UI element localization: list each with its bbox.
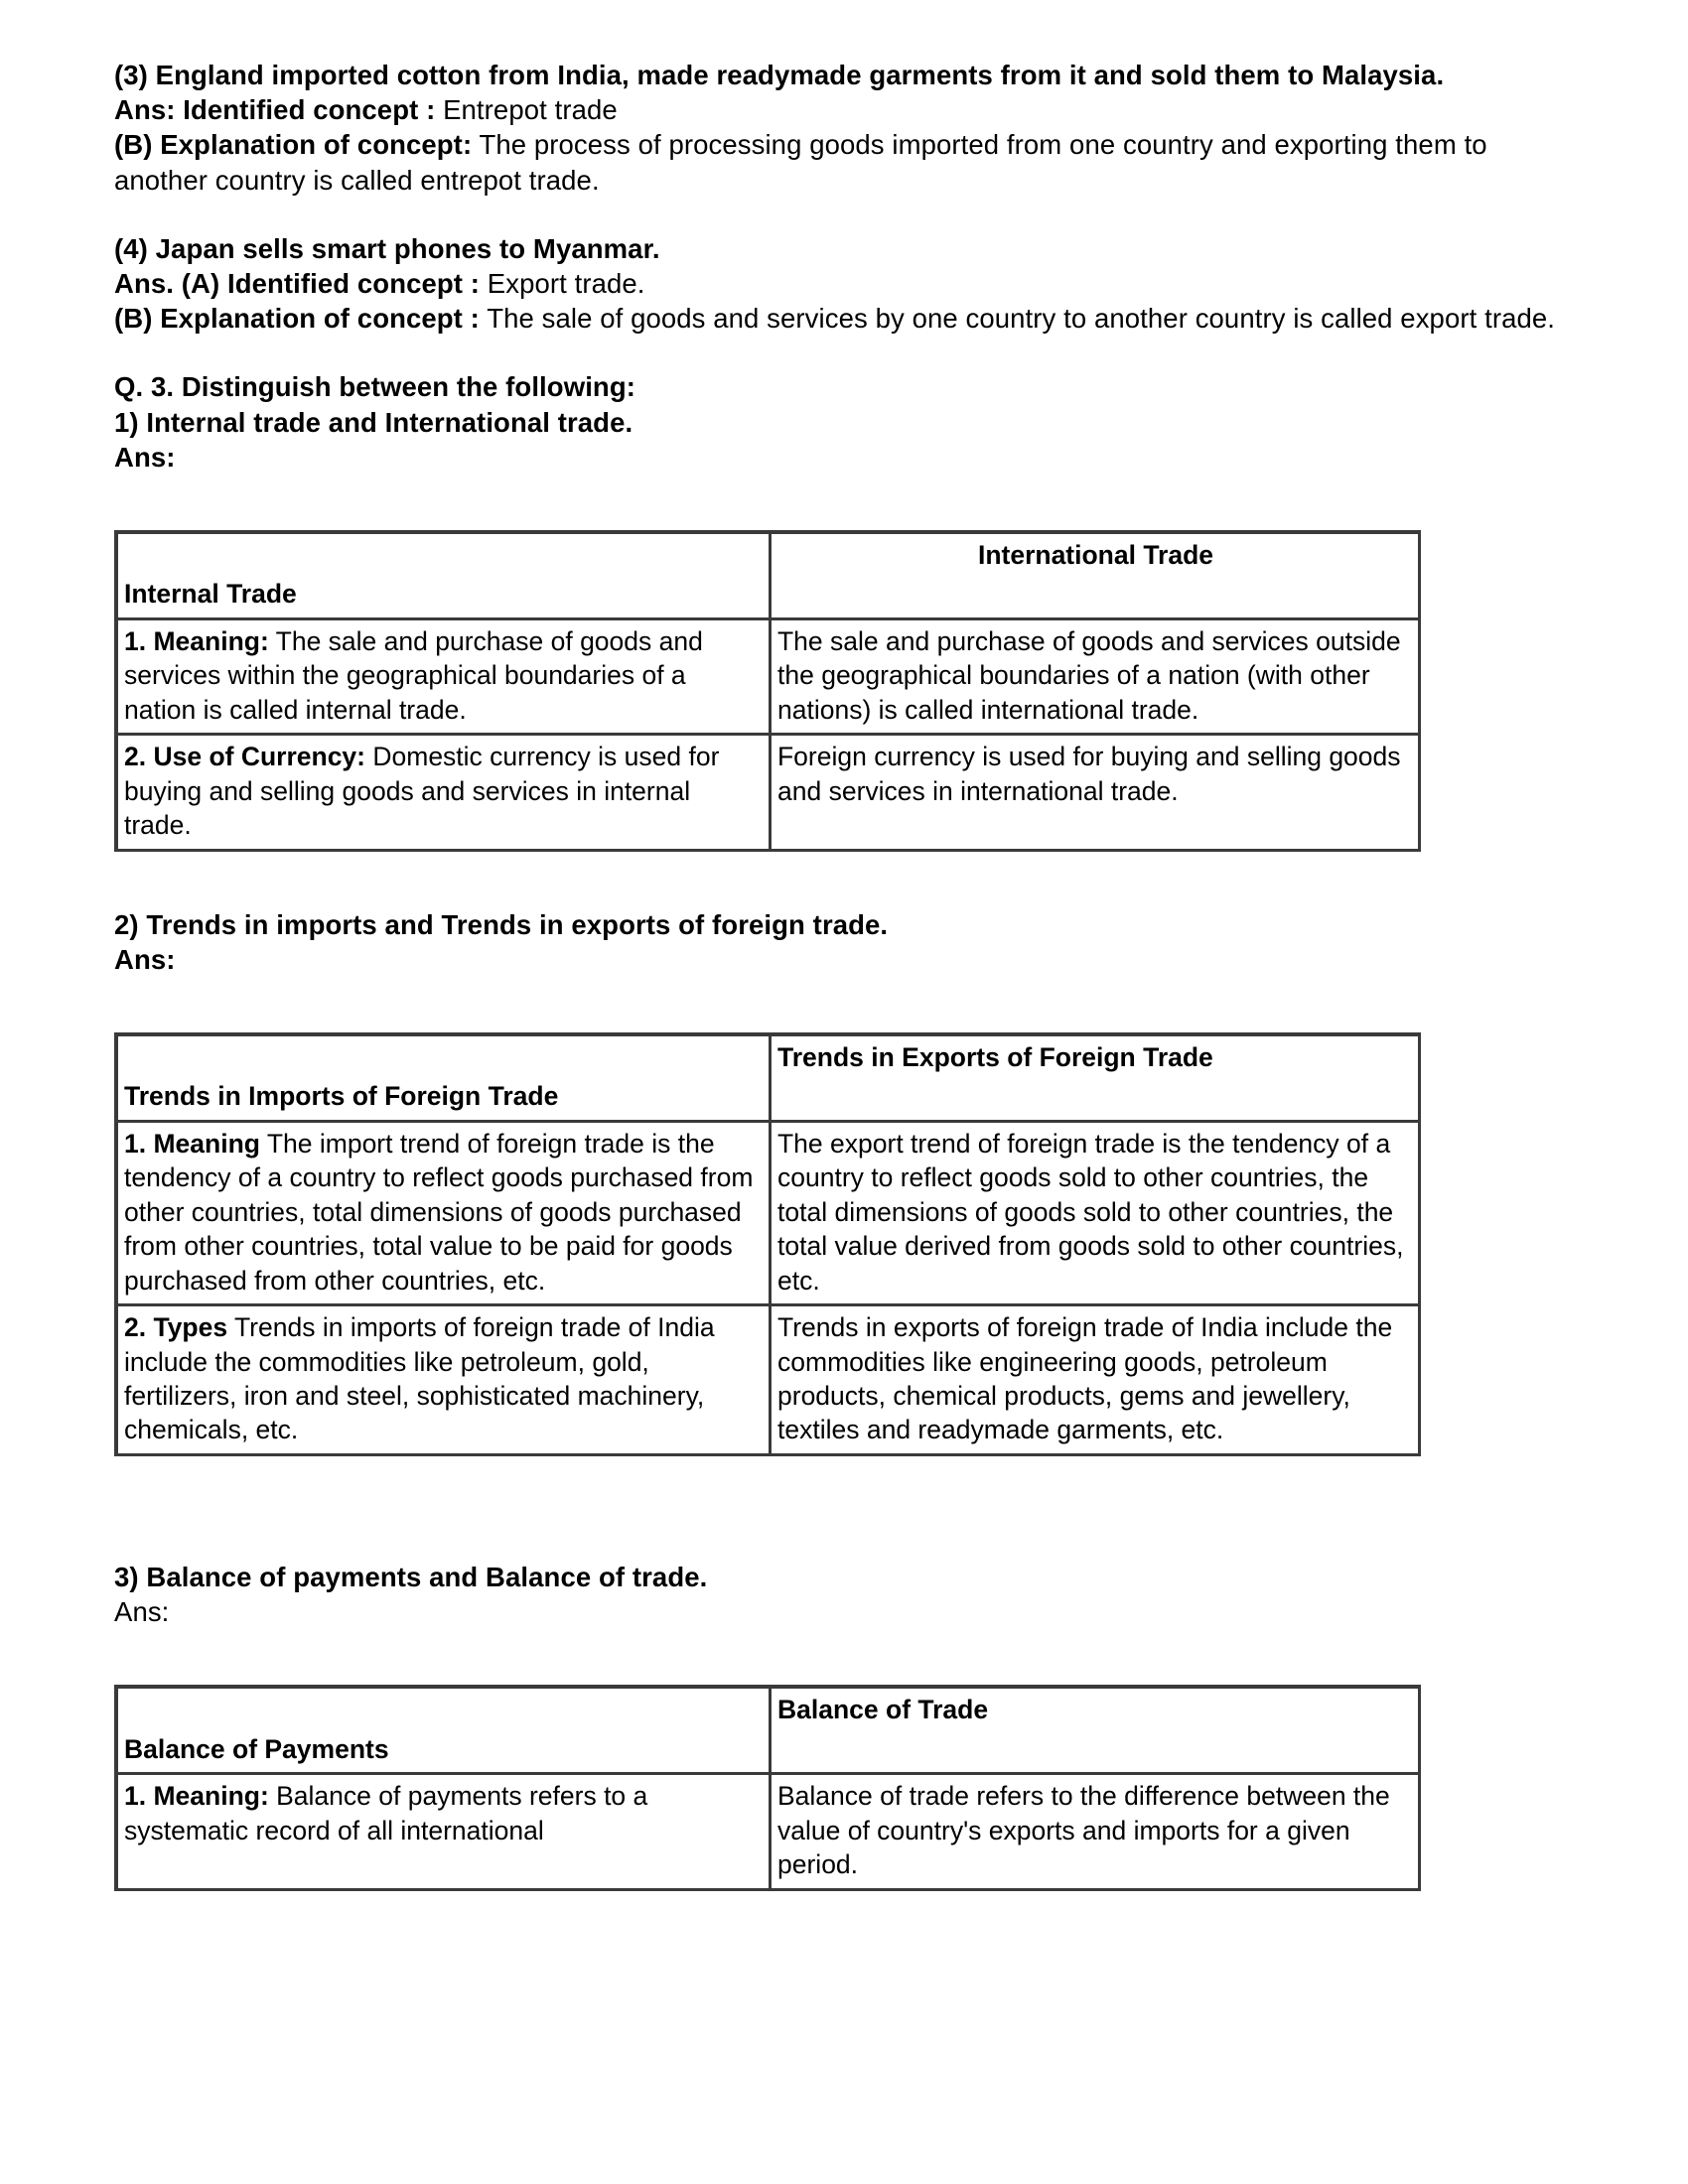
table-row bbox=[118, 1123, 1421, 1306]
row-text: Trends in imports of foreign trade of India include the commodities like petroleum, gold, fertilizers, iron and steel, sophisticated machinery, chemicals, etc. bbox=[124, 1312, 715, 1445]
row-text: The import trend of foreign trade is the tendency of a country to reflect goods purchased from other countries, total dimensions of goods purchased from other countries, total value to be paid for goods purchased from other countries, etc. bbox=[124, 1128, 754, 1296]
table-row bbox=[118, 1306, 1421, 1456]
spacer bbox=[114, 1629, 1574, 1685]
question-3-answer bbox=[114, 92, 1574, 127]
section-3-ans-label: Ans: bbox=[114, 1596, 170, 1627]
table-cell-left bbox=[118, 620, 772, 736]
table-header-right: International Trade bbox=[772, 534, 1421, 620]
explanation-value: The process of processing goods imported from one country and exporting them to another country is called entrepot trade. bbox=[114, 129, 1487, 196]
table-row bbox=[118, 736, 1421, 851]
row-text: The sale and purchase of goods and services outside the geographical boundaries of a nation (with other nations) is called international trade. bbox=[777, 625, 1401, 725]
question-4-explanation bbox=[114, 301, 1574, 336]
question-4-answer bbox=[114, 266, 1574, 301]
row-label: 1. Meaning: bbox=[124, 1781, 269, 1812]
section-3-title: 3) Balance of payments and Balance of trade. bbox=[114, 1561, 708, 1592]
answer-value: Entrepot trade bbox=[443, 94, 618, 126]
table-cell-left bbox=[118, 1306, 772, 1456]
table-cell-right bbox=[772, 1775, 1421, 1890]
table-header-right: Balance of Trade bbox=[772, 1689, 1421, 1775]
question-3-explanation bbox=[114, 127, 1574, 197]
table-header-right: Trends in Exports of Foreign Trade bbox=[772, 1036, 1421, 1123]
spacer bbox=[114, 336, 1574, 369]
table-header-left: Balance of Payments bbox=[118, 1689, 772, 1775]
question-3-text: (3) England imported cotton from India, made readymade garments from it and sold them to Malaysia. bbox=[114, 60, 1445, 90]
comparison-table-internal-international bbox=[114, 530, 1421, 852]
row-text: The export trend of foreign trade is the tendency of a country to reflect goods sold to other countries, the total dimensions of goods sold to other countries, the total value derived from goods sold to other countries, etc. bbox=[777, 1128, 1404, 1296]
spacer bbox=[114, 977, 1574, 1032]
answer-label: Ans. (A) Identified concept : bbox=[114, 267, 481, 299]
table-cell-left bbox=[118, 1775, 772, 1890]
row-label: 2. Types bbox=[124, 1312, 228, 1343]
answer-label: Ans: Identified concept : bbox=[114, 94, 436, 126]
table-row bbox=[118, 1775, 1421, 1890]
answer-value: Export trade. bbox=[487, 267, 645, 299]
table-cell-right bbox=[772, 1306, 1421, 1456]
row-label: 1. Meaning bbox=[124, 1128, 260, 1159]
table-cell-right bbox=[772, 620, 1421, 736]
table-header-row bbox=[118, 534, 1421, 620]
table-cell-left bbox=[118, 736, 772, 851]
table-cell-left bbox=[118, 1123, 772, 1306]
comparison-table-import-export-trends bbox=[114, 1032, 1421, 1456]
spacer bbox=[114, 198, 1574, 231]
spacer bbox=[114, 852, 1574, 907]
row-text: The sale and purchase of goods and services within the geographical boundaries of a nation is called internal trade. bbox=[124, 625, 703, 725]
question-4-text: (4) Japan sells smart phones to Myanmar. bbox=[114, 232, 660, 264]
spacer bbox=[114, 475, 1574, 530]
row-label: 2. Use of Currency: bbox=[124, 742, 365, 772]
explanation-label: (B) Explanation of concept: bbox=[114, 129, 473, 161]
spacer bbox=[114, 1456, 1574, 1560]
table-clip-region bbox=[114, 1685, 1574, 1909]
row-text: Balance of payments refers to a systematic record of all international bbox=[124, 1781, 648, 1845]
table-cell-right bbox=[772, 1123, 1421, 1306]
table-header-row bbox=[118, 1689, 1421, 1775]
section-1-title: 1) Internal trade and International trade. bbox=[114, 406, 633, 438]
comparison-table-bop-bot bbox=[114, 1685, 1421, 1890]
q3-heading: Q. 3. Distinguish between the following: bbox=[114, 371, 635, 403]
row-label: 1. Meaning: bbox=[124, 625, 269, 656]
table-cell-right bbox=[772, 736, 1421, 851]
table-row bbox=[118, 620, 1421, 736]
row-text: Trends in exports of foreign trade of India include the commodities like engineering goods, petroleum products, chemical products, gems and jewellery, textiles and readymade garments, etc. bbox=[777, 1312, 1393, 1445]
row-text: Domestic currency is used for buying and selling goods and services in internal trade. bbox=[124, 742, 720, 841]
explanation-value: The sale of goods and services by one country to another country is called export trade. bbox=[487, 303, 1555, 335]
section-2-title: 2) Trends in imports and Trends in exports of foreign trade. bbox=[114, 908, 889, 940]
table-header-row bbox=[118, 1036, 1421, 1123]
row-text: Balance of trade refers to the difference between the value of country's exports and imports for a given period. bbox=[777, 1781, 1390, 1880]
table-header-left: Internal Trade bbox=[118, 534, 772, 620]
section-2-ans-label: Ans: bbox=[114, 943, 176, 975]
row-text: Foreign currency is used for buying and selling goods and services in international trade. bbox=[777, 742, 1401, 806]
table-header-left: Trends in Imports of Foreign Trade bbox=[118, 1036, 772, 1123]
explanation-label: (B) Explanation of concept : bbox=[114, 303, 480, 335]
section-1-ans-label: Ans: bbox=[114, 441, 176, 473]
